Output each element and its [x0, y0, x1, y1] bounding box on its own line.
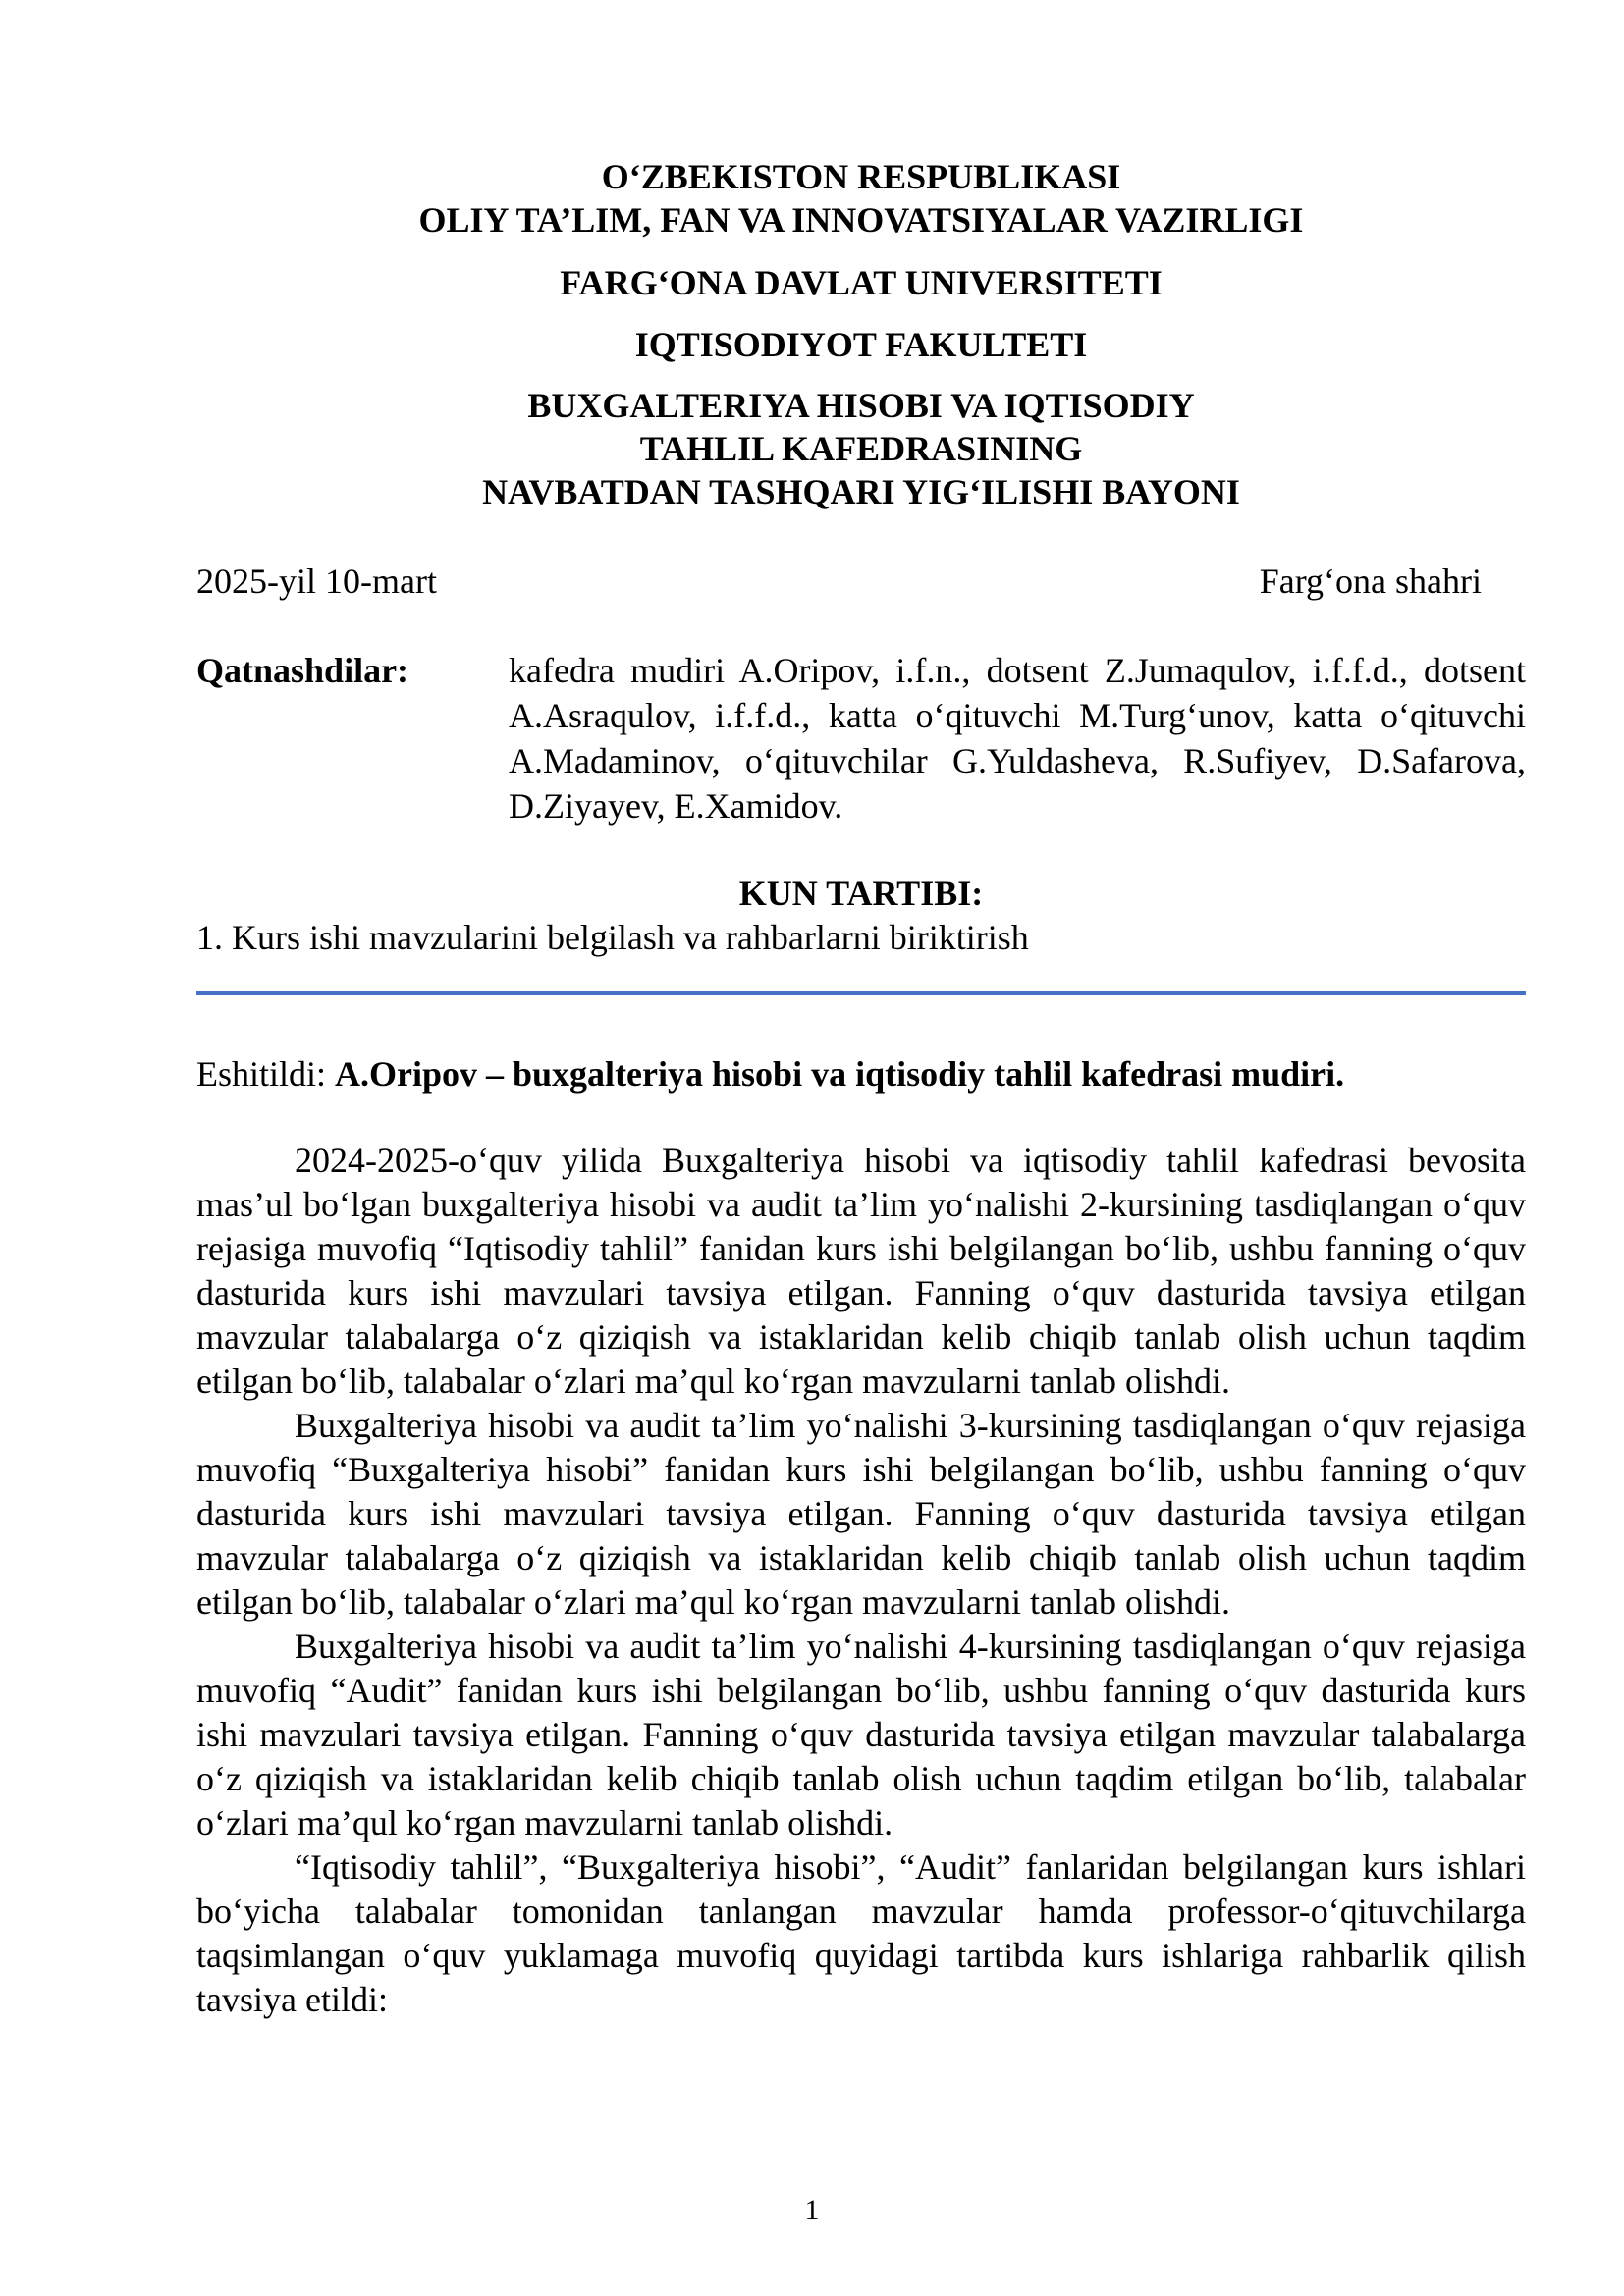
- agenda-item: 1. Kurs ishi mavzularini belgilash va rahbarlarni biriktirish: [196, 918, 1029, 957]
- heard-line: [196, 1052, 1526, 1095]
- participants-label: Qatnashdilar:: [196, 651, 409, 690]
- body-text: [196, 1139, 1526, 2022]
- faculty-name: IQTISODIYOT FAKULTETI: [634, 325, 1088, 364]
- paragraph-4: “Iqtisodiy tahlil”, “Buxgalteriya hisobi”, “Audit” fanlaridan belgilangan kurs ishlari bo‘yicha talabalar tomonidan tanlangan mavzular hamda professor-o‘qituvchilarga taqsimlangan o‘quv yuklamaga muvofiq quyidagi tartibda kurs ishlariga rahbarlik qilish tavsiya etildi:: [196, 1847, 1526, 2019]
- meeting-place: Farg‘ona shahri: [1259, 561, 1482, 601]
- document-title: [196, 384, 1526, 513]
- ministry-line-country: O‘ZBEKISTON RESPUBLIKASI: [601, 157, 1121, 196]
- paragraph-3: Buxgalteriya hisobi va audit ta’lim yo‘nalishi 4-kursining tasdiqlangan o‘quv rejasiga muvofiq “Audit” fanidan kurs ishi belgilangan bo‘lib, ushbu fanning o‘quv dasturida kurs ishi mavzulari tavsiya etilgan. Fanning o‘quv dasturida tavsiya etilgan mavzular talabalarga o‘z qiziqish va istaklaridan kelib chiqib tanlab olish uchun taqdim etilgan bo‘lib, talabalar o‘zlari ma’qul ko‘rgan mavzularni tanlab olishdi.: [196, 1627, 1526, 1842]
- paragraph-1: 2024-2025-o‘quv yilida Buxgalteriya hisobi va iqtisodiy tahlil kafedrasi bevosita mas’ul bo‘lgan buxgalteriya hisobi va audit ta’lim yo‘nalishi 2-kursining tasdiqlangan o‘quv rejasiga muvofiq “Iqtisodiy tahlil” fanidan kurs ishi belgilangan bo‘lib, ushbu fanning o‘quv dasturida kurs ishi mavzulari tavsiya etilgan. Fanning o‘quv dasturida tavsiya etilgan mavzular talabalarga o‘z qiziqish va istaklaridan kelib chiqib tanlab olish uchun taqdim etilgan bo‘lib, talabalar o‘zlari ma’qul ko‘rgan mavzularni tanlab olishdi.: [196, 1141, 1526, 1401]
- ministry-header: [196, 155, 1526, 241]
- university-name: FARG‘ONA DAVLAT UNIVERSITETI: [560, 263, 1163, 302]
- title-line-1: BUXGALTERIYA HISOBI VA IQTISODIY: [527, 386, 1195, 425]
- page-number: 1: [804, 2194, 820, 2226]
- heard-label: Eshitildi:: [196, 1054, 327, 1094]
- section-divider: [196, 991, 1526, 995]
- ministry-line-name: OLIY TA’LIM, FAN VA INNOVATSIYALAR VAZIRLIGI: [418, 200, 1304, 240]
- meeting-date: 2025-yil 10-mart: [196, 561, 437, 601]
- title-line-2: TAHLIL KAFEDRASINING: [639, 429, 1083, 468]
- agenda-title: KUN TARTIBI:: [738, 874, 984, 913]
- heard-speaker: A.Oripov – buxgalteriya hisobi va iqtisodiy tahlil kafedrasi mudiri.: [335, 1054, 1345, 1094]
- title-line-3: NAVBATDAN TASHQARI YIG‘ILISHI BAYONI: [482, 472, 1240, 511]
- paragraph-2: Buxgalteriya hisobi va audit ta’lim yo‘nalishi 3-kursining tasdiqlangan o‘quv rejasiga muvofiq “Buxgalteriya hisobi” fanidan kurs ishi belgilangan bo‘lib, ushbu fanning o‘quv dasturida kurs ishi mavzulari tavsiya etilgan. Fanning o‘quv dasturida tavsiya etilgan mavzular talabalarga o‘z qiziqish va istaklaridan kelib chiqib tanlab olish uchun taqdim etilgan bo‘lib, talabalar o‘zlari ma’qul ko‘rgan mavzularni tanlab olishdi.: [196, 1406, 1526, 1622]
- participants-list: kafedra mudiri A.Oripov, i.f.n., dotsent Z.Jumaqulov, i.f.f.d., dotsent A.Asraqulov, i.f.f.d., katta o‘qituvchi M.Turg‘unov, katta o‘qituvchi A.Madaminov, o‘qituvchilar G.Yuldasheva, R.Sufiyev, D.Safarova, D.Ziyayev, E.Xamidov.: [509, 651, 1526, 826]
